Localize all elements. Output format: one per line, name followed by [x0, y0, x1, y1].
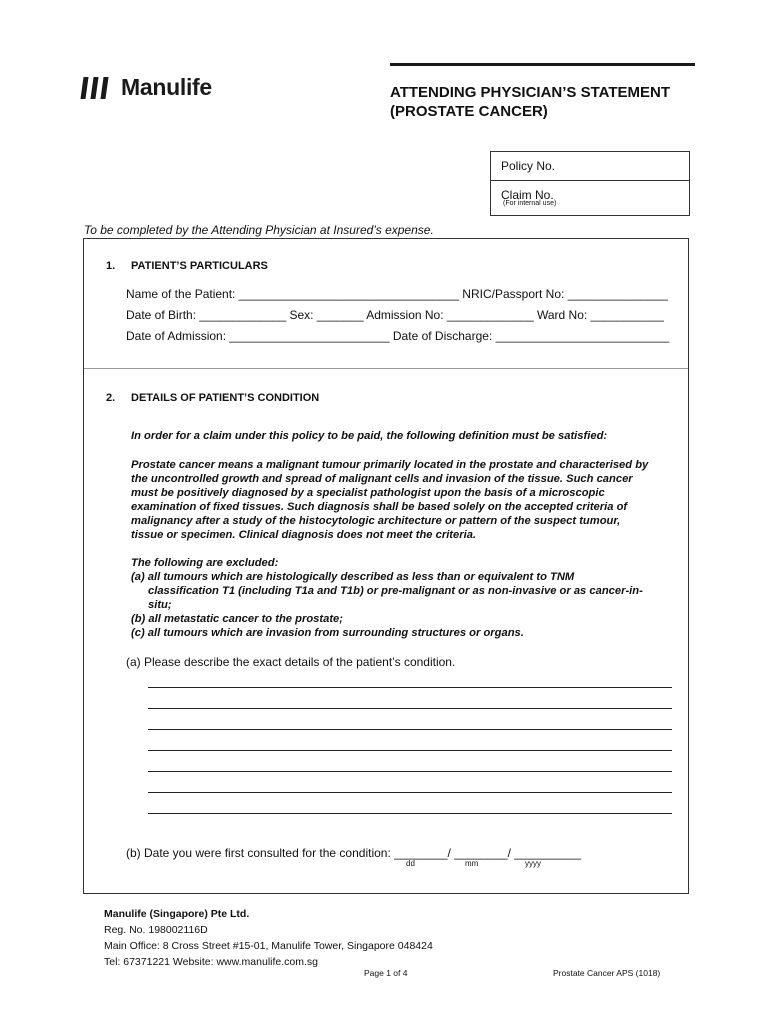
page-number: Page 1 of 4: [364, 968, 408, 978]
question-a: (a) Please describe the exact details of the patient’s condition.: [126, 655, 456, 669]
definition-line: the uncontrolled growth and spread of malignant cells and invasion of the tissue. Such cancer: [131, 473, 633, 485]
exclusions-paragraph: [131, 556, 643, 640]
section1-number: 1.: [106, 260, 116, 272]
answer-line[interactable]: [148, 771, 672, 772]
answer-line[interactable]: [148, 792, 672, 793]
claim-no-label: Claim No.: [501, 188, 554, 202]
definition-line: malignancy after a study of the histocytologic architecture or pattern of the suspect tumour,: [131, 515, 621, 527]
title-line-2: (PROSTATE CANCER): [390, 103, 548, 120]
definition-line: examination of fixed tissues. Such diagnosis shall be based solely on the accepted criteria of: [131, 501, 628, 513]
answer-line[interactable]: [148, 687, 672, 688]
claim-no-field[interactable]: [491, 181, 689, 215]
office-address: Main Office: 8 Cross Street #15-01, Manulife Tower, Singapore 048424: [104, 940, 433, 952]
answer-line[interactable]: [148, 750, 672, 751]
answer-line[interactable]: [148, 708, 672, 709]
company-name: Manulife (Singapore) Pte Ltd.: [104, 908, 250, 920]
manulife-logo: [82, 74, 212, 101]
exclusion-item-cont: classification T1 (including T1a and T1b) or pre-malignant or as non-invasive or as cancer-in-: [148, 585, 643, 597]
form-code: Prostate Cancer APS (1018): [553, 968, 661, 978]
exclusion-item: (c) all tumours which are invasion from surrounding structures or organs.: [131, 627, 524, 639]
date-mm-label: mm: [465, 859, 479, 868]
question-b[interactable]: (b) Date you were first consulted for the condition: ________/ ________/ __________: [126, 846, 581, 860]
section2-number: 2.: [106, 392, 116, 404]
policy-box: [490, 151, 690, 216]
definition-line: must be positively diagnosed by a specialist pathologist upon the basis of a microscopic: [131, 487, 605, 499]
instruction-text: To be completed by the Attending Physician at Insured’s expense.: [84, 223, 434, 237]
policy-no-label: Policy No.: [501, 159, 556, 173]
policy-no-field[interactable]: [491, 152, 689, 181]
reg-no: Reg. No. 198002116D: [104, 924, 208, 936]
answer-line[interactable]: [148, 813, 672, 814]
section-divider: [84, 368, 688, 369]
form-body: [83, 238, 689, 894]
section1-title: PATIENT’S PARTICULARS: [131, 260, 268, 272]
patient-name-line[interactable]: Name of the Patient: _________________________________ NRIC/Passport No: _______________: [126, 287, 668, 301]
date-yyyy-label: yyyy: [525, 859, 541, 868]
internal-use-note: (For internal use): [503, 200, 557, 207]
definition-line: tissue or specimen. Clinical diagnosis does not meet the criteria.: [131, 529, 477, 541]
logo-text: Manulife: [121, 74, 212, 100]
exclusion-item: (b) all metastatic cancer to the prostate;: [131, 613, 343, 625]
definition-paragraph: [131, 458, 648, 542]
exclusions-heading: The following are excluded:: [131, 557, 279, 569]
document-title: [390, 83, 670, 121]
exclusion-item-cont: situ;: [148, 599, 172, 611]
title-rule: [390, 63, 695, 66]
company-info: [104, 906, 433, 970]
dob-line[interactable]: Date of Birth: _____________ Sex: _______ Admission No: _____________ Ward No: ___________: [126, 308, 664, 322]
definition-line: Prostate cancer means a malignant tumour primarily located in the prostate and characterised by: [131, 459, 649, 471]
answer-line[interactable]: [148, 729, 672, 730]
contact-info: Tel: 67371221 Website: www.manulife.com.sg: [104, 956, 318, 968]
exclusion-item: (a) all tumours which are histologically described as less than or equivalent to TNM: [131, 571, 575, 583]
definition-intro: In order for a claim under this policy to be paid, the following definition must be satisfied:: [131, 430, 608, 442]
date-dd-label: dd: [406, 859, 415, 868]
manulife-logo-icon: [82, 77, 107, 99]
section2-title: DETAILS OF PATIENT’S CONDITION: [131, 392, 320, 404]
title-line-1: ATTENDING PHYSICIAN’S STATEMENT: [390, 84, 671, 101]
admission-line[interactable]: Date of Admission: ________________________ Date of Discharge: __________________________: [126, 329, 670, 343]
